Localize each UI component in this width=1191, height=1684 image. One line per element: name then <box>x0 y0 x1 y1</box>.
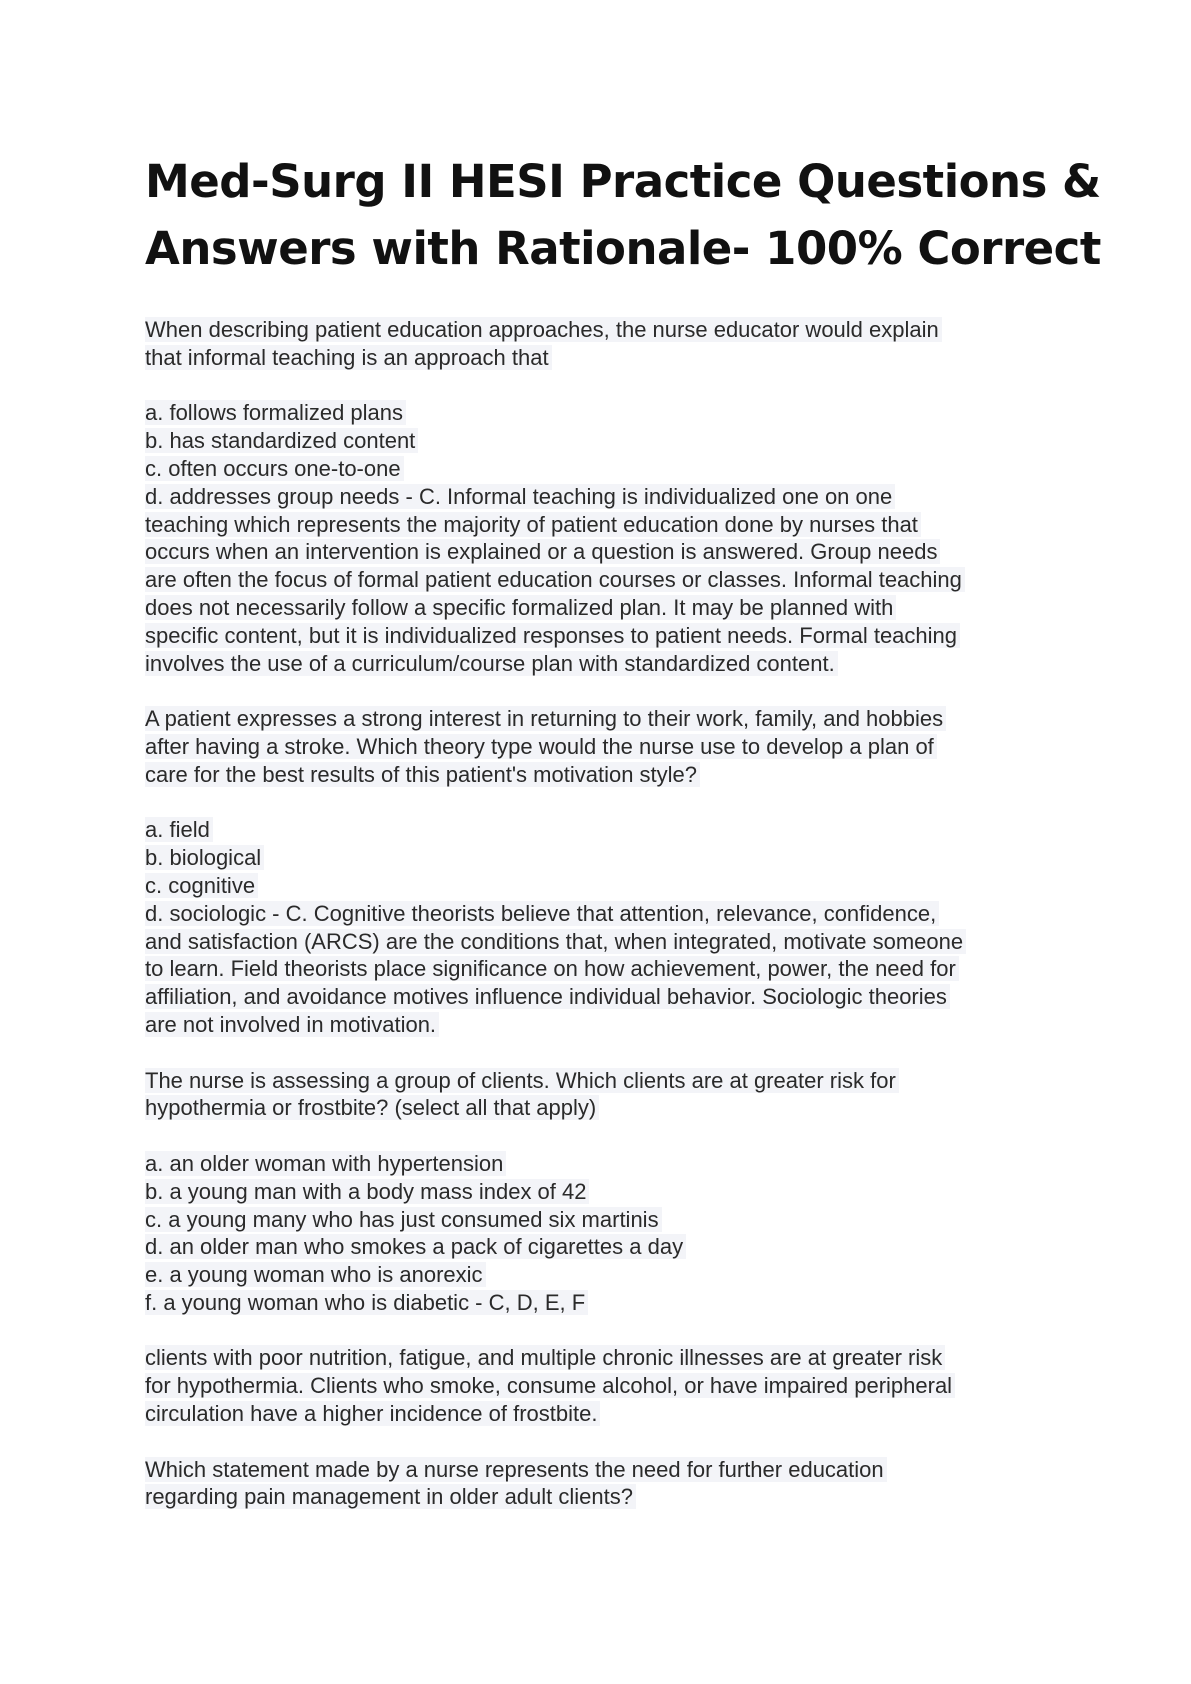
paragraph <box>145 816 1075 1038</box>
text-line-content: involves the use of a curriculum/course plan with standardized content. <box>145 651 838 676</box>
text-line-content: care for the best results of this patient's motivation style? <box>145 762 700 787</box>
text-line-content: and satisfaction (ARCS) are the conditions that, when integrated, motivate someone <box>145 929 966 954</box>
text-line <box>145 1011 1075 1039</box>
paragraph <box>145 1456 1075 1512</box>
text-line <box>145 955 1075 983</box>
text-line <box>145 538 1075 566</box>
text-line <box>145 622 1075 650</box>
text-line <box>145 399 1075 427</box>
text-line-content: a. follows formalized plans <box>145 400 406 425</box>
text-line <box>145 733 1075 761</box>
text-line-content: affiliation, and avoidance motives influence individual behavior. Sociologic theories <box>145 984 950 1009</box>
text-line <box>145 1456 1075 1484</box>
text-line-content: does not necessarily follow a specific formalized plan. It may be planned with <box>145 595 896 620</box>
text-line <box>145 705 1075 733</box>
text-line <box>145 928 1075 956</box>
title-line: Answers with Rationale- 100% Correct <box>145 222 1101 275</box>
text-line <box>145 344 1075 372</box>
paragraph <box>145 399 1075 677</box>
text-line <box>145 1206 1075 1234</box>
text-line-content: regarding pain management in older adult clients? <box>145 1484 636 1509</box>
document-title <box>145 148 1101 282</box>
text-line-content: c. cognitive <box>145 873 258 898</box>
text-line <box>145 1344 1075 1372</box>
text-line <box>145 1372 1075 1400</box>
paragraph-gap <box>145 1317 1075 1345</box>
text-line-content: are often the focus of formal patient education courses or classes. Informal teaching <box>145 567 965 592</box>
text-line-content: occurs when an intervention is explained or a question is answered. Group needs <box>145 539 940 564</box>
text-line <box>145 1094 1075 1122</box>
document-content <box>145 148 1101 1511</box>
paragraph-gap <box>145 789 1075 817</box>
paragraph <box>145 316 1075 372</box>
text-line-content: d. sociologic - C. Cognitive theorists believe that attention, relevance, confidence, <box>145 901 939 926</box>
text-line-content: that informal teaching is an approach that <box>145 345 552 370</box>
text-line <box>145 900 1075 928</box>
text-line <box>145 566 1075 594</box>
text-line <box>145 1289 1075 1317</box>
text-line-content: are not involved in motivation. <box>145 1012 439 1037</box>
document-body <box>145 316 1075 1511</box>
text-line-content: e. a young woman who is anorexic <box>145 1262 486 1287</box>
text-line-content: Which statement made by a nurse represents the need for further education <box>145 1457 887 1482</box>
text-line <box>145 650 1075 678</box>
paragraph <box>145 1150 1075 1317</box>
text-line-content: When describing patient education approaches, the nurse educator would explain <box>145 317 942 342</box>
text-line-content: c. a young many who has just consumed six martinis <box>145 1207 662 1232</box>
text-line <box>145 1261 1075 1289</box>
paragraph-gap <box>145 372 1075 400</box>
text-line-content: a. an older woman with hypertension <box>145 1151 506 1176</box>
text-line <box>145 427 1075 455</box>
text-line-content: A patient expresses a strong interest in returning to their work, family, and hobbies <box>145 706 946 731</box>
paragraph-gap <box>145 677 1075 705</box>
text-line <box>145 511 1075 539</box>
text-line <box>145 983 1075 1011</box>
text-line <box>145 1400 1075 1428</box>
text-line <box>145 483 1075 511</box>
paragraph <box>145 1344 1075 1427</box>
text-line <box>145 1233 1075 1261</box>
paragraph-gap <box>145 1428 1075 1456</box>
text-line-content: a. field <box>145 817 213 842</box>
text-line <box>145 316 1075 344</box>
text-line <box>145 1067 1075 1095</box>
text-line-content: teaching which represents the majority of patient education done by nurses that <box>145 512 921 537</box>
text-line-content: circulation have a higher incidence of frostbite. <box>145 1401 600 1426</box>
paragraph <box>145 1067 1075 1123</box>
paragraph-gap <box>145 1122 1075 1150</box>
text-line-content: f. a young woman who is diabetic - C, D, E, F <box>145 1290 588 1315</box>
text-line-content: b. has standardized content <box>145 428 418 453</box>
paragraph <box>145 705 1075 788</box>
text-line-content: specific content, but it is individualized responses to patient needs. Formal teaching <box>145 623 960 648</box>
text-line-content: b. a young man with a body mass index of 42 <box>145 1179 589 1204</box>
text-line-content: c. often occurs one-to-one <box>145 456 404 481</box>
text-line <box>145 594 1075 622</box>
text-line-content: hypothermia or frostbite? (select all that apply) <box>145 1095 599 1120</box>
title-line: Med-Surg II HESI Practice Questions & <box>145 155 1101 208</box>
text-line-content: for hypothermia. Clients who smoke, consume alcohol, or have impaired peripheral <box>145 1373 955 1398</box>
text-line <box>145 1483 1075 1511</box>
text-line-content: d. an older man who smokes a pack of cigarettes a day <box>145 1234 686 1259</box>
text-line <box>145 816 1075 844</box>
text-line <box>145 844 1075 872</box>
text-line <box>145 455 1075 483</box>
text-line-content: clients with poor nutrition, fatigue, and multiple chronic illnesses are at greater risk <box>145 1345 945 1370</box>
text-line <box>145 1150 1075 1178</box>
text-line <box>145 761 1075 789</box>
text-line-content: d. addresses group needs - C. Informal teaching is individualized one on one <box>145 484 895 509</box>
text-line <box>145 872 1075 900</box>
text-line-content: after having a stroke. Which theory type would the nurse use to develop a plan of <box>145 734 937 759</box>
text-line-content: The nurse is assessing a group of clients. Which clients are at greater risk for <box>145 1068 899 1093</box>
text-line-content: to learn. Field theorists place significance on how achievement, power, the need for <box>145 956 959 981</box>
paragraph-gap <box>145 1039 1075 1067</box>
text-line <box>145 1178 1075 1206</box>
text-line-content: b. biological <box>145 845 264 870</box>
